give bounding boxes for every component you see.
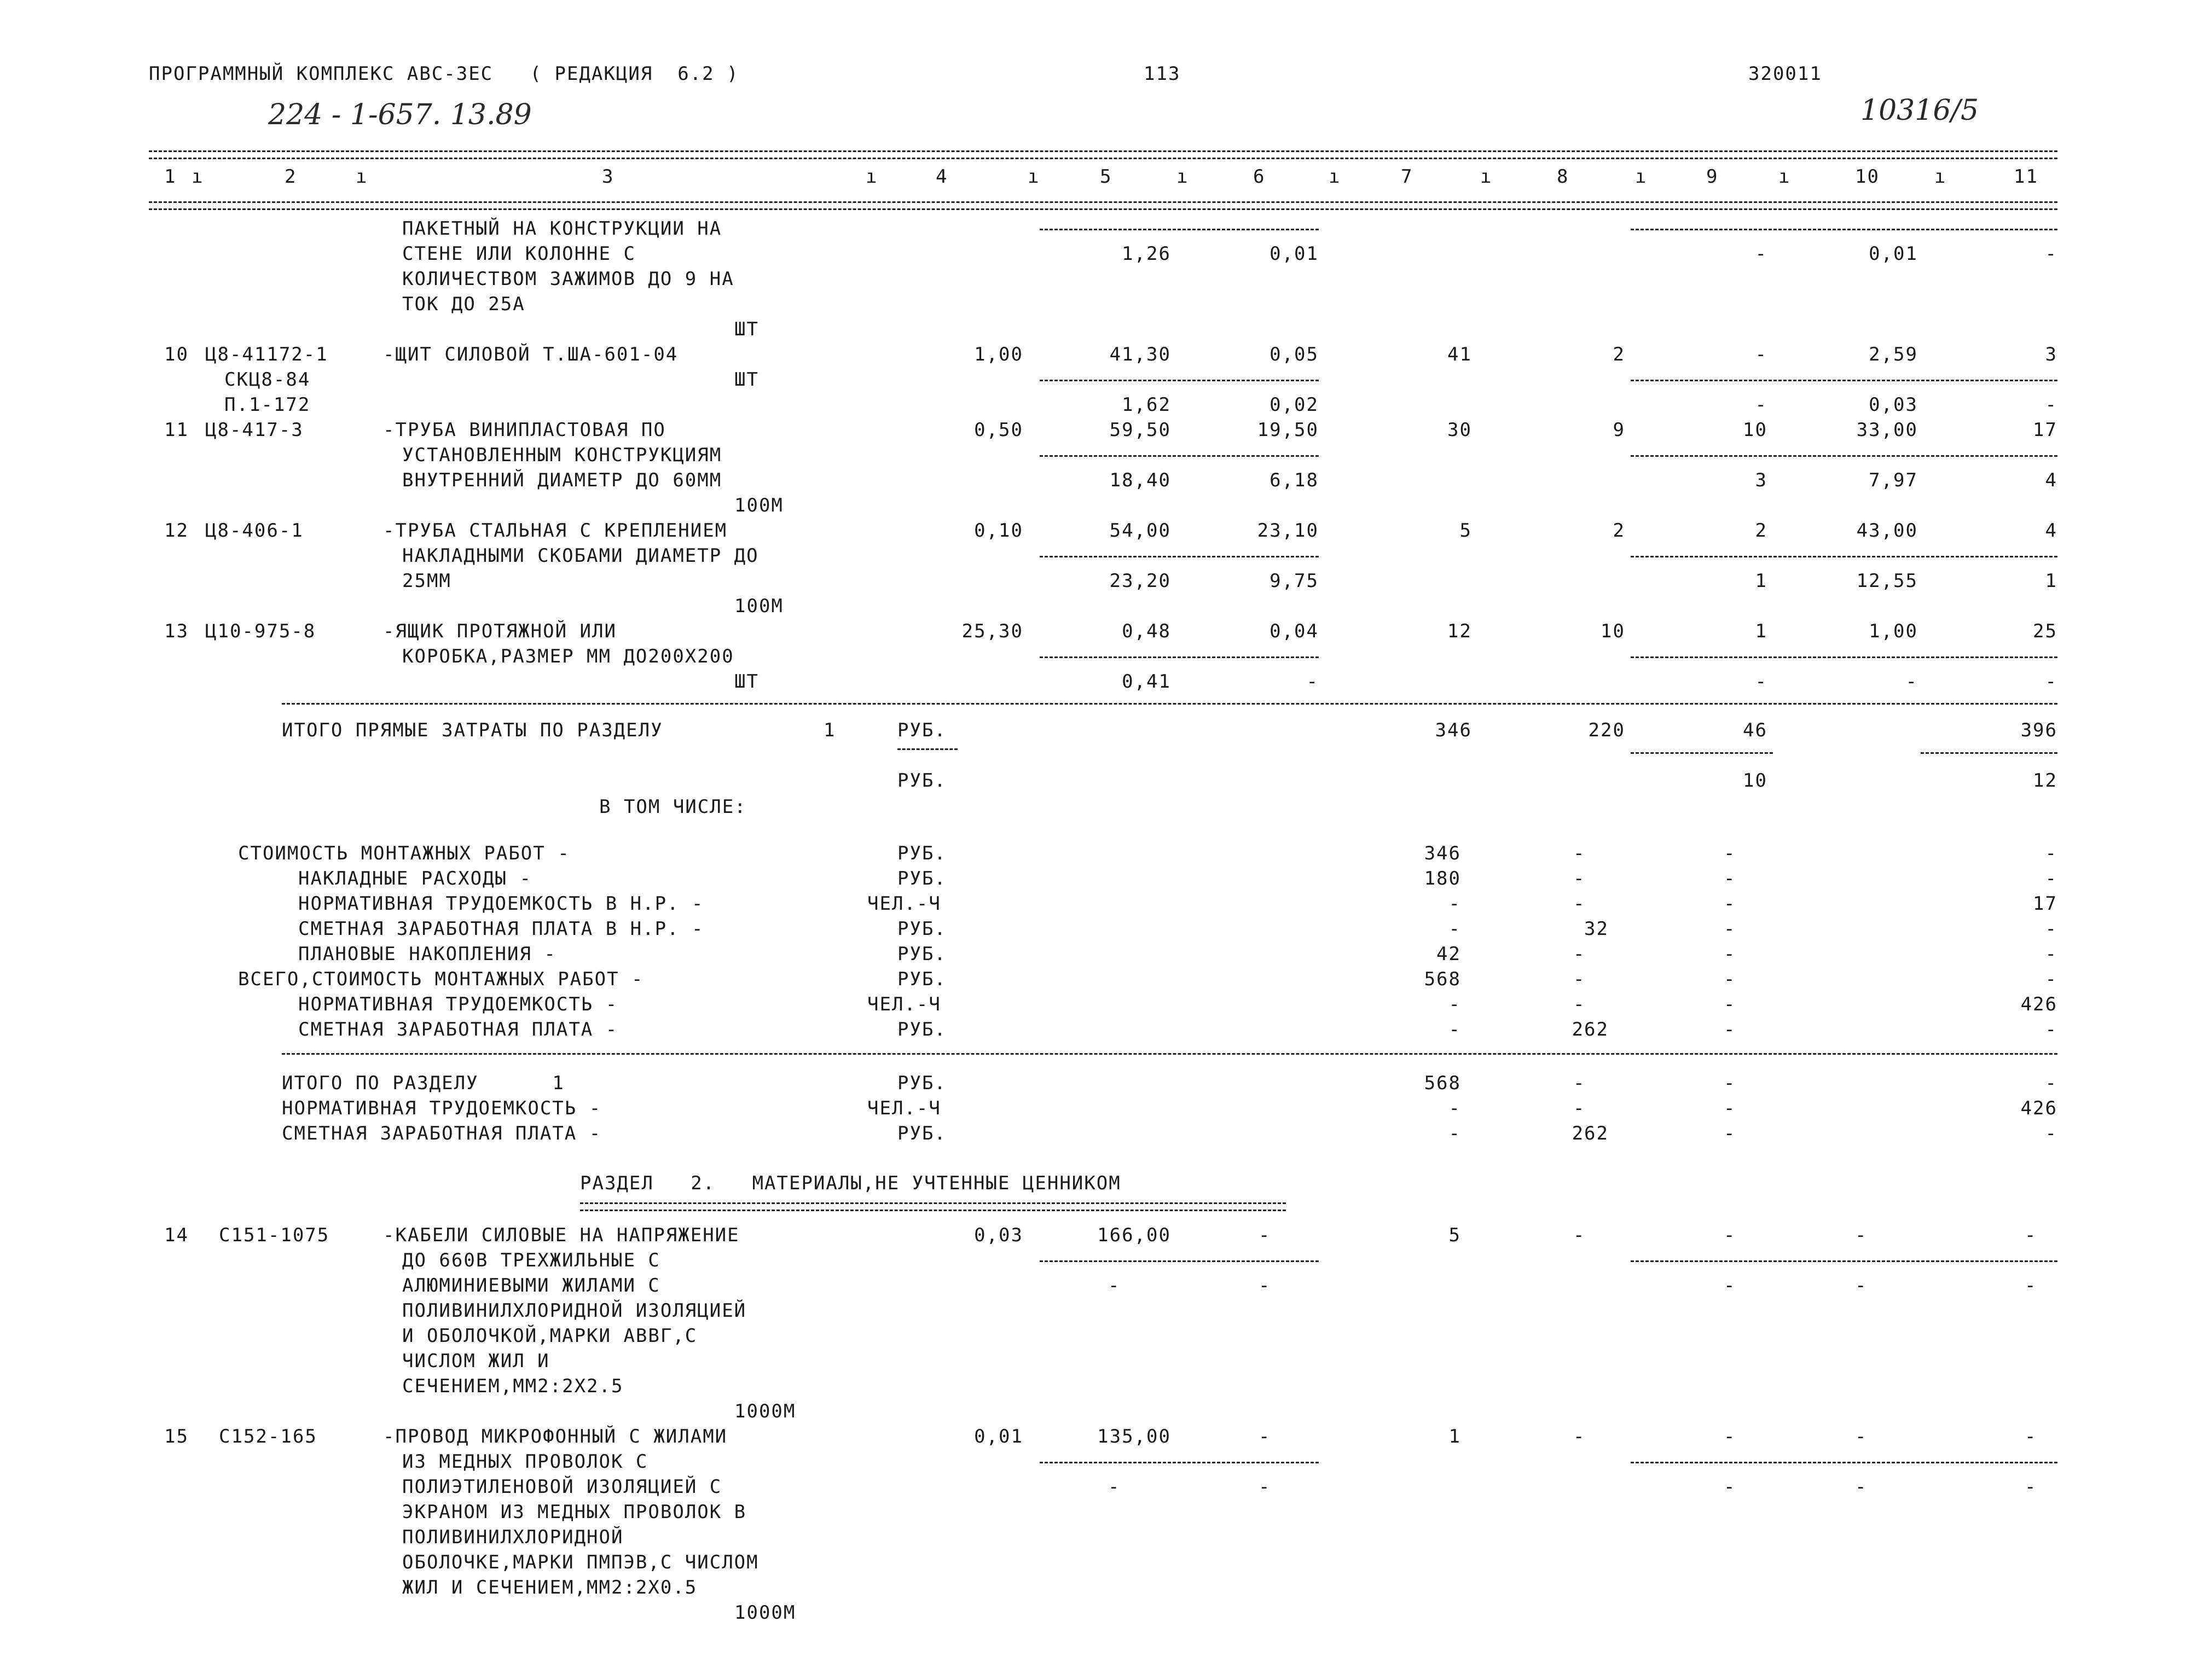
row-description: КОЛИЧЕСТВОМ ЗАЖИМОВ ДО 9 НА [402, 268, 734, 290]
row-code: Ц8-417-3 [205, 419, 304, 441]
summary-label: НОРМАТИВНАЯ ТРУДОЕМКОСТЬ В Н.Р. - [298, 893, 704, 915]
row-col8: 2 [1613, 520, 1625, 542]
row-col5-wage: - [1108, 1476, 1121, 1498]
row-col11-wage: - [2025, 1476, 2037, 1498]
row-col5-wage: 18,40 [1109, 469, 1171, 491]
row-description: ОБОЛОЧКЕ,МАРКИ ПМПЭВ,С ЧИСЛОМ [402, 1551, 759, 1573]
summary-col8: 262 [1572, 1019, 1609, 1040]
direct-costs-label: ИТОГО ПРЯМЫЕ ЗАТРАТЫ ПО РАЗДЕЛУ [282, 719, 663, 741]
row-description: ПАКЕТНЫЙ НА КОНСТРУКЦИИ НА [402, 218, 722, 240]
row-col11-wage: - [2045, 243, 2057, 265]
row-separator [1040, 455, 1319, 457]
summary-col7: 42 [1436, 943, 1461, 965]
row-number: 15 [164, 1426, 189, 1448]
row-col9: 2 [1755, 520, 1767, 542]
row-separator [1921, 752, 2057, 754]
row-col10-wage: - [1905, 671, 1918, 693]
row-col6: 0,04 [1269, 620, 1319, 642]
row-unit: 100М [734, 495, 784, 516]
section-total-label: ИТОГО ПО РАЗДЕЛУ 1 [282, 1072, 565, 1094]
row-col11-wage: - [2045, 671, 2057, 693]
summary-col7: - [1448, 918, 1461, 940]
row-col8: - [1573, 1224, 1586, 1246]
row-separator [1040, 656, 1319, 658]
row-code: П.1-172 [224, 394, 311, 416]
row-col7: 41 [1447, 344, 1472, 365]
row-description: ЖИЛ И СЕЧЕНИЕМ,ММ2:2Х0.5 [402, 1577, 698, 1598]
row-code: Ц8-41172-1 [205, 344, 328, 365]
section-total-col9: - [1724, 1097, 1736, 1119]
row-code: Ц10-975-8 [205, 620, 316, 642]
summary-col9: - [1724, 868, 1736, 890]
row-col5: 54,00 [1109, 520, 1171, 542]
row-separator [1631, 229, 2057, 230]
row-quantity: 25,30 [961, 620, 1023, 642]
row-col9: 1 [1755, 620, 1767, 642]
row-col10-wage: - [1855, 1275, 1868, 1297]
handwritten-project-number: 224 - 1-657. 13.89 [268, 98, 532, 131]
header-bottom-rule [149, 201, 2057, 210]
row-col9: - [1755, 344, 1767, 365]
row-description: ВНУТРЕННИЙ ДИАМЕТР ДО 60ММ [402, 469, 722, 491]
row-code: Ц8-406-1 [205, 520, 304, 542]
row-description: УСТАНОВЛЕННЫМ КОНСТРУКЦИЯМ [402, 444, 722, 466]
row-unit: ШТ [734, 369, 759, 391]
col-head-11: 11 [2014, 166, 2038, 188]
col-sep: ı [1176, 166, 1189, 188]
row-unit: 100М [734, 595, 784, 617]
row-col5: 135,00 [1097, 1426, 1171, 1448]
row-separator [1631, 656, 2057, 658]
row-col11-wage: 1 [2045, 570, 2057, 592]
summary-col11: 17 [2033, 893, 2057, 915]
row-description: НАКЛАДНЫМИ СКОБАМИ ДИАМЕТР ДО [402, 545, 759, 567]
row-description: -ЯЩИК ПРОТЯЖНОЙ ИЛИ [383, 620, 617, 642]
row-number: 14 [164, 1224, 189, 1246]
row-description: СЕЧЕНИЕМ,ММ2:2Х2.5 [402, 1375, 624, 1397]
summary-unit: РУБ. [897, 943, 947, 965]
summary-unit: ЧЕЛ.-Ч [867, 893, 941, 915]
summary-unit: РУБ. [897, 918, 947, 940]
row-col10-wage: 0,01 [1869, 243, 1918, 265]
summary-col11: - [2045, 868, 2057, 890]
direct-costs-unit-2: РУБ. [897, 770, 947, 792]
row-quantity: 0,01 [974, 1426, 1023, 1448]
row-col8: 9 [1613, 419, 1625, 441]
col-head-1: 1 [164, 166, 177, 188]
row-col7: 5 [1448, 1224, 1461, 1246]
row-col5-wage: 1,26 [1122, 243, 1171, 265]
summary-col7: 346 [1424, 842, 1461, 864]
row-col10: - [1855, 1426, 1868, 1448]
row-col9-wage: - [1755, 394, 1767, 416]
summary-col11: - [2045, 1019, 2057, 1040]
row-description: ЭКРАНОМ ИЗ МЕДНЫХ ПРОВОЛОК В [402, 1501, 747, 1523]
section-total-unit: ЧЕЛ.-Ч [867, 1097, 941, 1119]
col-sep: ı [1028, 166, 1040, 188]
summary-unit: РУБ. [897, 842, 947, 864]
summary-col7: - [1448, 893, 1461, 915]
row-col10-wage: 12,55 [1856, 570, 1918, 592]
row-quantity: 0,10 [974, 520, 1023, 542]
row-col5: 0,48 [1122, 620, 1171, 642]
summary-col8: - [1573, 893, 1586, 915]
including-label: В ТОМ ЧИСЛЕ: [599, 796, 747, 818]
row-col10: 1,00 [1869, 620, 1918, 642]
row-description: -ТРУБА ВИНИПЛАСТОВАЯ ПО [383, 419, 666, 441]
row-separator [1631, 455, 2057, 457]
section-total-col11: - [2045, 1072, 2057, 1094]
row-col6-wage: - [1306, 671, 1319, 693]
row-col9: - [1724, 1426, 1736, 1448]
summary-label: СТОИМОСТЬ МОНТАЖНЫХ РАБОТ - [238, 842, 570, 864]
row-separator [1040, 380, 1319, 381]
row-col6: - [1259, 1426, 1271, 1448]
row-description: ИЗ МЕДНЫХ ПРОВОЛОК С [402, 1451, 648, 1473]
document-code: 320011 [1748, 63, 1822, 85]
row-col7: 1 [1448, 1426, 1461, 1448]
col-head-2: 2 [285, 166, 297, 188]
row-separator [1040, 556, 1319, 557]
row-col7: 5 [1459, 520, 1472, 542]
row-col6: - [1259, 1224, 1271, 1246]
section-total-col8: - [1573, 1097, 1586, 1119]
direct-costs-col8: 220 [1588, 719, 1625, 741]
row-col6: 23,10 [1257, 520, 1319, 542]
handwritten-sheet-number: 10316/5 [1860, 94, 1979, 127]
row-number: 10 [164, 344, 189, 365]
row-col9-wage: 3 [1755, 469, 1767, 491]
col-head-9: 9 [1706, 166, 1719, 188]
summary-col8: - [1573, 993, 1586, 1015]
row-separator [1040, 1462, 1319, 1463]
row-description: КОРОБКА,РАЗМЕР ММ ДО200Х200 [402, 646, 734, 667]
row-col11: 4 [2045, 520, 2057, 542]
row-col6: 0,05 [1269, 344, 1319, 365]
row-description: -ЩИТ СИЛОВОЙ Т.ША-601-04 [383, 344, 679, 365]
row-col8: 2 [1613, 344, 1625, 365]
summary-col7: 568 [1424, 968, 1461, 990]
section-total-unit: РУБ. [897, 1072, 947, 1094]
section-total-col7: - [1448, 1123, 1461, 1144]
summary-unit: РУБ. [897, 968, 947, 990]
summary-unit: ЧЕЛ.-Ч [867, 993, 941, 1015]
summary-unit: РУБ. [897, 868, 947, 890]
section-total-unit: РУБ. [897, 1123, 947, 1144]
row-quantity: 0,50 [974, 419, 1023, 441]
section-total-col8: 262 [1572, 1123, 1609, 1144]
row-col9: 10 [1743, 419, 1767, 441]
col-head-10: 10 [1855, 166, 1880, 188]
summary-label: СМЕТНАЯ ЗАРАБОТНАЯ ПЛАТА В Н.Р. - [298, 918, 704, 940]
direct-costs-col11: 396 [2020, 719, 2057, 741]
summary-col11: 426 [2020, 993, 2057, 1015]
col-sep: ı [1635, 166, 1648, 188]
row-description: -КАБЕЛИ СИЛОВЫЕ НА НАПРЯЖЕНИЕ [383, 1224, 740, 1246]
row-col10-wage: 7,97 [1869, 469, 1918, 491]
col-sep: ı [866, 166, 878, 188]
row-quantity: 0,03 [974, 1224, 1023, 1246]
summary-label: ВСЕГО,СТОИМОСТЬ МОНТАЖНЫХ РАБОТ - [238, 968, 644, 990]
row-description: ПОЛИВИНИЛХЛОРИДНОЙ [402, 1526, 624, 1548]
row-col8: - [1573, 1426, 1586, 1448]
row-col10-wage: - [1855, 1476, 1868, 1498]
summary-col7: - [1448, 993, 1461, 1015]
section-total-col7: 568 [1424, 1072, 1461, 1094]
row-quantity: 1,00 [974, 344, 1023, 365]
section-total-col8: - [1573, 1072, 1586, 1094]
row-col10: 43,00 [1856, 520, 1918, 542]
col-sep: ı [1778, 166, 1791, 188]
row-separator [1631, 752, 1773, 754]
row-col6-wage: - [1259, 1476, 1271, 1498]
row-col5: 59,50 [1109, 419, 1171, 441]
row-description: 25ММ [402, 570, 451, 592]
row-col9: - [1724, 1224, 1736, 1246]
row-separator [1040, 229, 1319, 230]
row-col9-wage: - [1724, 1275, 1736, 1297]
row-unit: 1000М [734, 1400, 796, 1422]
row-col8: 10 [1601, 620, 1625, 642]
summary-col8: 32 [1584, 918, 1609, 940]
row-separator [1631, 1260, 2057, 1262]
col-sep: ı [1934, 166, 1947, 188]
summary-label: ПЛАНОВЫЕ НАКОПЛЕНИЯ - [298, 943, 557, 965]
row-col9-wage: - [1724, 1476, 1736, 1498]
summary-col11: - [2045, 842, 2057, 864]
row-col9-wage: 1 [1755, 570, 1767, 592]
row-col10: 2,59 [1869, 344, 1918, 365]
summary-col9: - [1724, 943, 1736, 965]
row-code: СКЦ8-84 [224, 369, 311, 391]
row-col10-wage: 0,03 [1869, 394, 1918, 416]
row-col10: 33,00 [1856, 419, 1918, 441]
row-number: 11 [164, 419, 189, 441]
col-head-6: 6 [1253, 166, 1266, 188]
summary-col8: - [1573, 943, 1586, 965]
section-total-label: СМЕТНАЯ ЗАРАБОТНАЯ ПЛАТА - [282, 1123, 602, 1144]
row-col6-wage: - [1259, 1275, 1271, 1297]
col-sep: ı [356, 166, 368, 188]
col-head-3: 3 [602, 166, 615, 188]
row-col5: 41,30 [1109, 344, 1171, 365]
row-col7: 30 [1447, 419, 1472, 441]
section-total-col9: - [1724, 1072, 1736, 1094]
summary-col11: - [2045, 918, 2057, 940]
section-total-col7: - [1448, 1097, 1461, 1119]
row-col11: - [2025, 1426, 2037, 1448]
direct-costs-col9: 46 [1743, 719, 1767, 741]
summary-col9: - [1724, 1019, 1736, 1040]
summary-col11: - [2045, 943, 2057, 965]
summary-col9: - [1724, 993, 1736, 1015]
row-description: ДО 660В ТРЕХЖИЛЬНЫЕ С [402, 1249, 660, 1271]
row-unit: ШТ [734, 671, 759, 693]
row-unit: ШТ [734, 318, 759, 340]
summary-col9: - [1724, 893, 1736, 915]
summary-label: СМЕТНАЯ ЗАРАБОТНАЯ ПЛАТА - [298, 1019, 618, 1040]
summary-col9: - [1724, 918, 1736, 940]
row-description: ЧИСЛОМ ЖИЛ И [402, 1350, 550, 1372]
summary-col8: - [1573, 842, 1586, 864]
section-totals-rule [282, 1053, 2057, 1055]
row-description: ПОЛИЭТИЛЕНОВОЙ ИЗОЛЯЦИЕЙ С [402, 1476, 722, 1498]
row-col11: 17 [2033, 419, 2057, 441]
row-col5: 166,00 [1097, 1224, 1171, 1246]
row-col5-wage: - [1108, 1275, 1121, 1297]
page-number: 113 [1144, 63, 1181, 85]
section-total-col11: - [2045, 1123, 2057, 1144]
summary-col9: - [1724, 968, 1736, 990]
row-col6: 19,50 [1257, 419, 1319, 441]
row-col10: - [1855, 1224, 1868, 1246]
row-col9-wage: - [1755, 671, 1767, 693]
row-col7: 12 [1447, 620, 1472, 642]
col-sep: ı [1329, 166, 1341, 188]
row-description: АЛЮМИНИЕВЫМИ ЖИЛАМИ С [402, 1275, 660, 1297]
col-sep: ı [1480, 166, 1493, 188]
direct-costs-col7: 346 [1435, 719, 1472, 741]
summary-label: НОРМАТИВНАЯ ТРУДОЕМКОСТЬ - [298, 993, 618, 1015]
row-col11-wage: 4 [2045, 469, 2057, 491]
row-description: ТОК ДО 25А [402, 293, 525, 315]
col-sep: ı [192, 166, 204, 188]
totals-rule [282, 703, 2057, 705]
row-col5-wage: 1,62 [1122, 394, 1171, 416]
row-description: -ПРОВОД МИКРОФОННЫЙ С ЖИЛАМИ [383, 1426, 728, 1448]
summary-col11: - [2045, 968, 2057, 990]
row-unit: 1000М [734, 1602, 796, 1624]
direct-costs-col11-wage: 12 [2033, 770, 2057, 792]
summary-col8: - [1573, 868, 1586, 890]
row-col6-wage: 6,18 [1269, 469, 1319, 491]
summary-label: НАКЛАДНЫЕ РАСХОДЫ - [298, 868, 532, 890]
direct-costs-section-number: 1 [824, 719, 836, 741]
summary-col7: 180 [1424, 868, 1461, 890]
row-number: 12 [164, 520, 189, 542]
row-separator [1631, 380, 2057, 381]
row-separator [1631, 556, 2057, 557]
col-head-8: 8 [1557, 166, 1569, 188]
row-separator [1631, 1462, 2057, 1463]
row-description: И ОБОЛОЧКОЙ,МАРКИ АВВГ,С [402, 1325, 698, 1347]
summary-col7: - [1448, 1019, 1461, 1040]
row-col11-wage: - [2025, 1275, 2037, 1297]
section-total-label: НОРМАТИВНАЯ ТРУДОЕМКОСТЬ - [282, 1097, 602, 1119]
unit-underline [897, 748, 958, 750]
row-description: СТЕНЕ ИЛИ КОЛОННЕ С [402, 243, 636, 265]
row-col11: - [2025, 1224, 2037, 1246]
row-col9-wage: - [1755, 243, 1767, 265]
row-description: ПОЛИВИНИЛХЛОРИДНОЙ ИЗОЛЯЦИЕЙ [402, 1300, 747, 1322]
col-head-7: 7 [1401, 166, 1413, 188]
summary-unit: РУБ. [897, 1019, 947, 1040]
row-col5-wage: 23,20 [1109, 570, 1171, 592]
row-col5-wage: 0,41 [1122, 671, 1171, 693]
row-code: С151-1075 [219, 1224, 330, 1246]
section-total-col11: 426 [2020, 1097, 2057, 1119]
summary-col8: - [1573, 968, 1586, 990]
header-top-rule [149, 150, 2057, 159]
row-col11: 3 [2045, 344, 2057, 365]
col-head-5: 5 [1100, 166, 1112, 188]
row-col11-wage: - [2045, 394, 2057, 416]
row-separator [1040, 1260, 1319, 1262]
row-col6-wage: 0,02 [1269, 394, 1319, 416]
row-description: -ТРУБА СТАЛЬНАЯ С КРЕПЛЕНИЕМ [383, 520, 728, 542]
row-col11: 25 [2033, 620, 2057, 642]
section-total-col9: - [1724, 1123, 1736, 1144]
summary-col9: - [1724, 842, 1736, 864]
row-code: С152-165 [219, 1426, 317, 1448]
row-number: 13 [164, 620, 189, 642]
direct-costs-col9-wage: 10 [1743, 770, 1767, 792]
row-col6-wage: 0,01 [1269, 243, 1319, 265]
col-head-4: 4 [936, 166, 948, 188]
section-2-title: РАЗДЕЛ 2. МАТЕРИАЛЫ,НЕ УЧТЕННЫЕ ЦЕННИКОМ [580, 1172, 1121, 1194]
direct-costs-unit: РУБ. [897, 719, 947, 741]
program-title: ПРОГРАММНЫЙ КОМПЛЕКС АВС-ЗЕС ( РЕДАКЦИЯ 6.2 ) [149, 63, 739, 85]
section-2-title-underline [580, 1202, 1286, 1211]
row-col6-wage: 9,75 [1269, 570, 1319, 592]
